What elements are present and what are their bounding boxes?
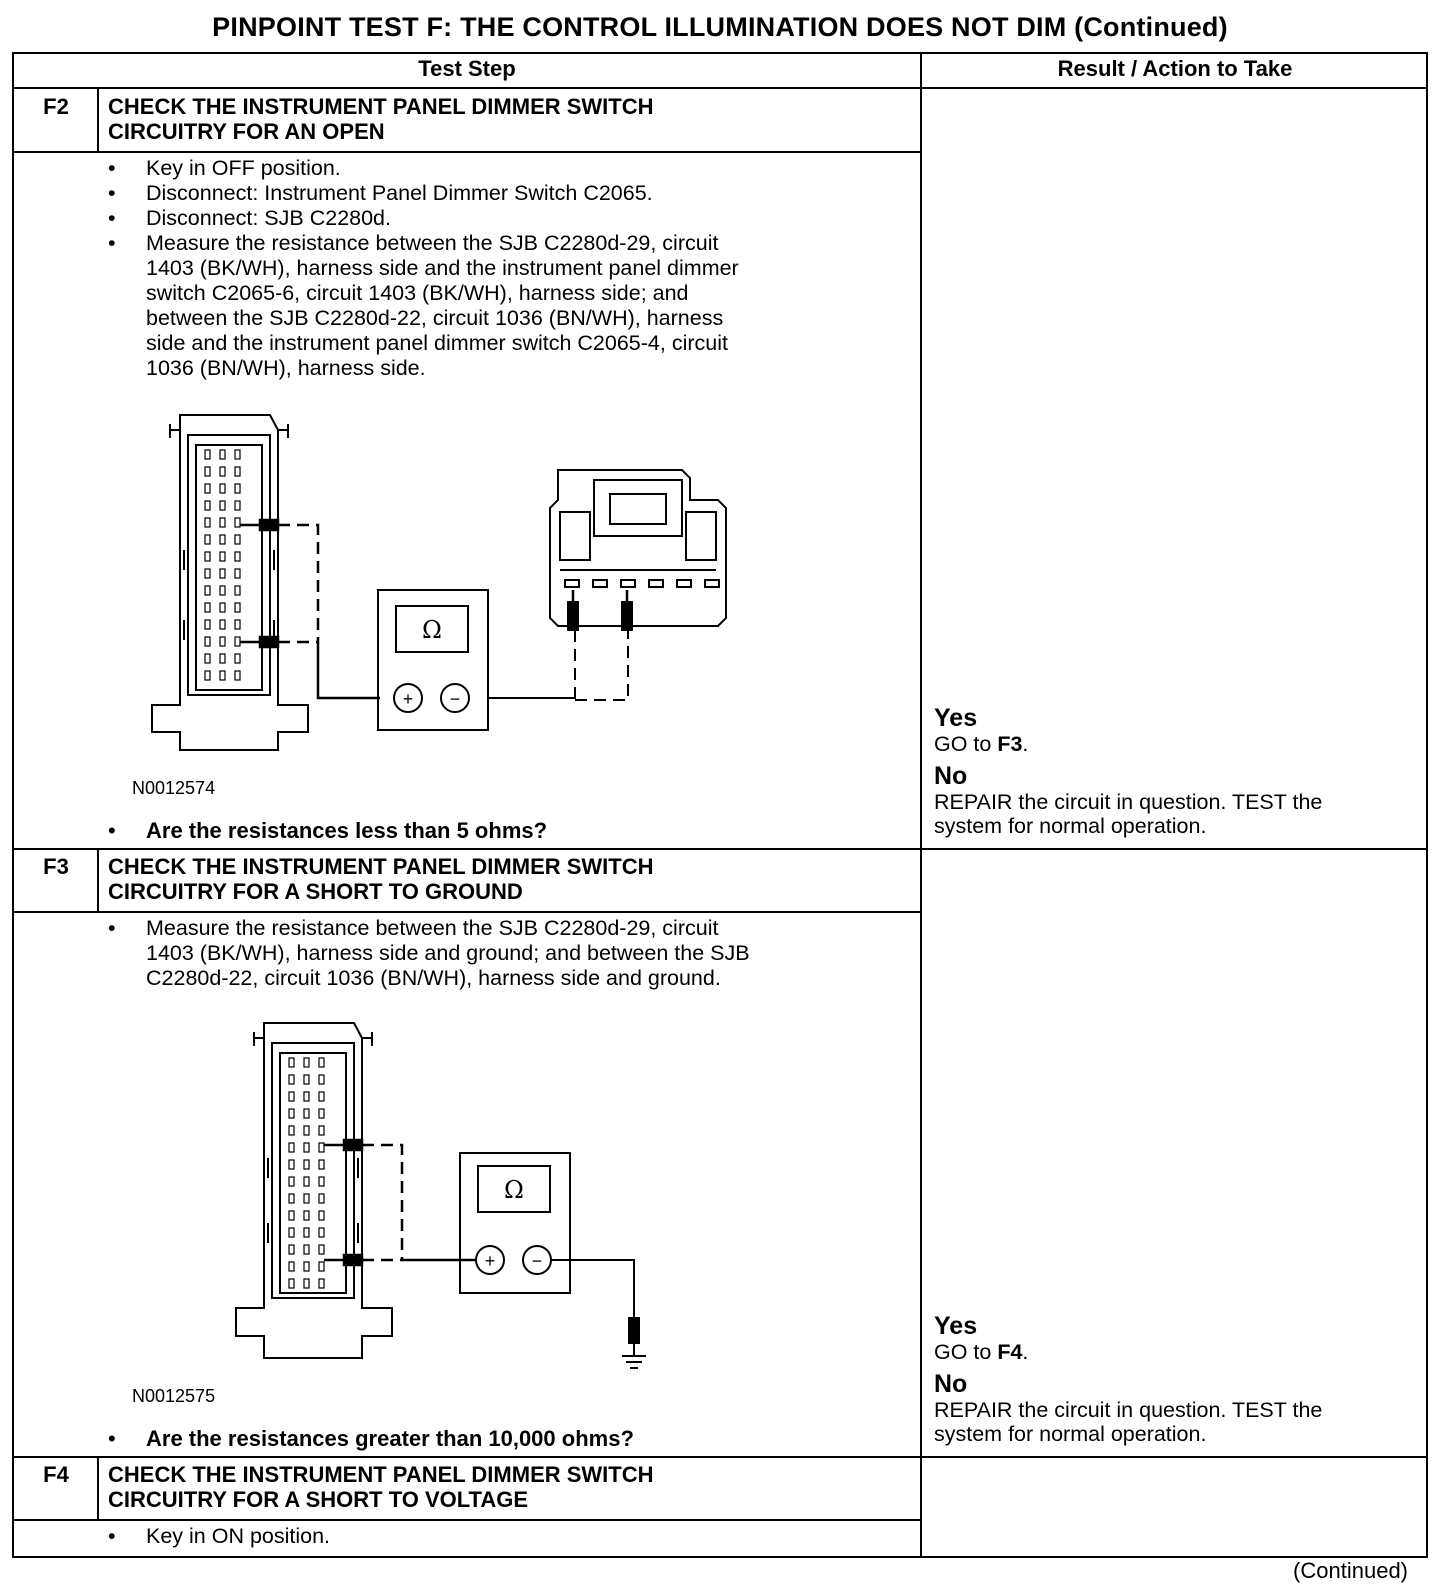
connector-pins <box>289 1058 324 1288</box>
row-divider <box>12 1519 920 1521</box>
result-f3 <box>934 1312 1414 1446</box>
result-yes-action: GO to F3. <box>934 732 1029 756</box>
instruction-item: • Disconnect: Instrument Panel Dimmer Switch C2065. <box>108 181 739 206</box>
header-result: Result / Action to Take <box>1057 56 1293 81</box>
meter-plus-terminal: + <box>402 689 414 709</box>
row-divider <box>12 151 920 153</box>
ground-icon <box>551 1260 646 1368</box>
sjb-connector <box>152 415 308 750</box>
result-f2 <box>934 704 1414 838</box>
meter-minus-terminal: − <box>449 689 461 709</box>
diagram-id-f3: N0012575 <box>132 1386 216 1406</box>
result-no-label: No <box>934 762 968 790</box>
sjb-connector <box>236 1023 392 1358</box>
result-yes-label: Yes <box>934 1312 978 1340</box>
step-f3-instructions <box>108 916 750 991</box>
step-f2-instructions <box>108 156 739 381</box>
step-title-f4: CHECK THE INSTRUMENT PANEL DIMMER SWITCH CIRCUITRY FOR A SHORT TO VOLTAGE <box>108 1462 654 1512</box>
meter-plus-terminal: + <box>484 1251 496 1271</box>
ohm-symbol: Ω <box>422 616 442 644</box>
dimmer-switch-connector <box>488 470 726 700</box>
ohmmeter <box>378 590 488 730</box>
meter-minus-terminal: − <box>531 1251 543 1271</box>
row-divider <box>12 1456 1428 1458</box>
row-divider <box>12 911 920 913</box>
instruction-item: • Measure the resistance between the SJB C2280d-29, circuit 1403 (BK/WH), harness side and ground; and between the SJB C2280d-22, circuit 1036 (BN/WH), harness side and ground. <box>108 916 750 991</box>
result-no-action: REPAIR the circuit in question. TEST the system for normal operation. <box>934 1398 1323 1446</box>
step-id-f4: F4 <box>43 1462 69 1487</box>
ohm-symbol: Ω <box>504 1176 524 1204</box>
wiring-diagram-f2 <box>150 410 750 760</box>
result-yes-label: Yes <box>934 704 978 732</box>
page-title: PINPOINT TEST F: THE CONTROL ILLUMINATION DOES NOT DIM (Continued) <box>212 12 1228 42</box>
instruction-item: • Key in OFF position. <box>108 156 739 181</box>
go-to-f3-link[interactable]: F3 <box>997 732 1023 756</box>
result-yes-action: GO to F4. <box>934 1340 1029 1364</box>
continued-label: (Continued) <box>1293 1558 1408 1583</box>
go-to-f4-link[interactable]: F4 <box>997 1340 1023 1364</box>
step-title-f2: CHECK THE INSTRUMENT PANEL DIMMER SWITCH CIRCUITRY FOR AN OPEN <box>108 94 654 144</box>
header-test-step: Test Step <box>418 56 516 81</box>
instruction-item: • Key in ON position. <box>108 1524 330 1549</box>
question-f3: • Are the resistances greater than 10,000 ohms? <box>108 1426 634 1452</box>
step-f4-instructions <box>108 1524 330 1549</box>
step-id-f2: F2 <box>43 94 69 119</box>
diagram-id-f2: N0012574 <box>132 778 216 798</box>
instruction-item: • Disconnect: SJB C2280d. <box>108 206 739 231</box>
column-divider <box>920 52 922 1558</box>
instruction-item: • Measure the resistance between the SJB C2280d-29, circuit 1403 (BK/WH), harness side and the instrument panel dimmer switch C2065-6, circuit 1403 (BK/WH), harness side; and between the SJB C2280d-22, circuit 1036 (BN/WH), harness side and the instrument panel dimmer switch C2065-4, circuit 1036 (BN/WH), harness side. <box>108 231 739 381</box>
wiring-diagram-f3 <box>234 1018 674 1378</box>
connector-pins <box>205 450 240 680</box>
result-no-label: No <box>934 1370 968 1398</box>
question-f2: • Are the resistances less than 5 ohms? <box>108 818 547 844</box>
row-divider <box>12 848 1428 850</box>
result-no-action: REPAIR the circuit in question. TEST the system for normal operation. <box>934 790 1323 838</box>
step-title-f3: CHECK THE INSTRUMENT PANEL DIMMER SWITCH CIRCUITRY FOR A SHORT TO GROUND <box>108 854 654 904</box>
ohmmeter <box>460 1153 570 1293</box>
step-id-f3: F3 <box>43 854 69 879</box>
row-divider <box>12 87 1428 89</box>
